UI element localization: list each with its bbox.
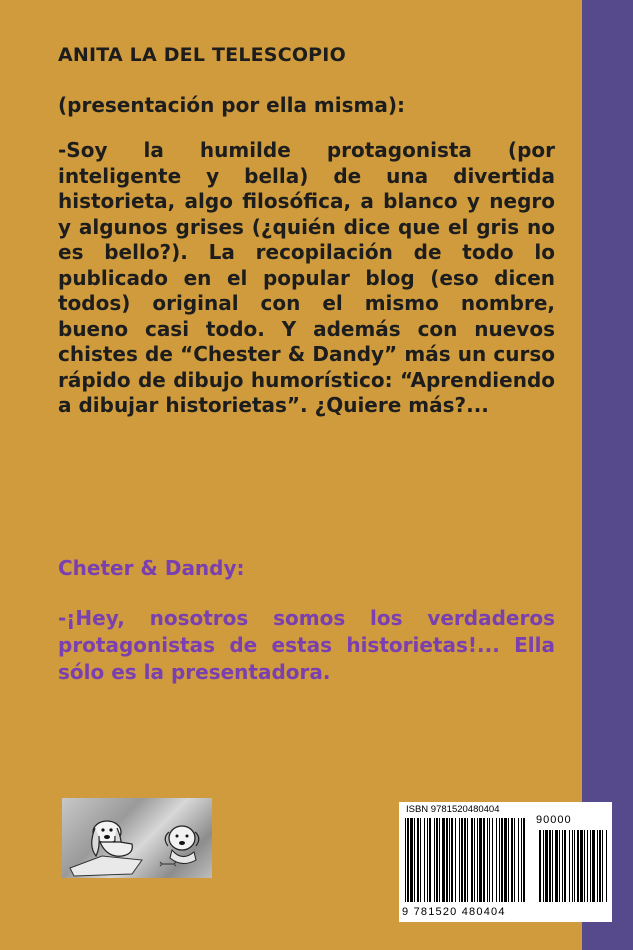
barcode-bar [467,818,468,902]
addon-bar [597,830,598,902]
subtitle: (presentación por ella misma): [58,93,405,117]
addon-bar [562,830,563,902]
addon-bar [599,830,601,902]
isbn-label: ISBN 9781520480404 [406,804,500,815]
barcode-bar [405,818,406,902]
addon-bar [572,830,573,902]
barcode-bar [420,818,421,902]
addon-bar [587,830,588,902]
addon-bar [580,830,583,902]
addon-bar [559,830,560,902]
addon-bar [606,830,607,902]
barcode-bar [492,818,493,902]
barcode-bar [442,818,445,902]
barcode-bar [511,818,513,902]
barcode-bar [477,818,478,902]
addon-bar [543,830,544,902]
addon-bar [552,830,553,902]
barcode-addon-number: 90000 [536,814,572,826]
barcode-bar [496,818,497,902]
barcode-bar [523,818,525,902]
addon-bar [539,830,541,902]
barcode-bar [474,818,475,902]
barcode-bar [471,818,473,902]
barcode-bars [399,816,612,908]
barcode-bar [424,818,425,902]
addon-bar [564,830,566,902]
barcode-bar [514,818,515,902]
barcode-bar [446,818,448,902]
cartoon-dogs-illustration [62,798,212,878]
addon-bar [577,830,579,902]
dogs-drawing [62,798,212,878]
barcode-bar [455,818,456,902]
barcode-bar [487,818,488,902]
barcode-bar [489,818,490,902]
addon-bar [592,830,595,902]
book-title: ANITA LA DEL TELESCOPIO [58,44,346,66]
barcode-bar [461,818,463,902]
addon-bar [590,830,591,902]
barcode-bar [499,818,500,902]
isbn-barcode [399,802,612,922]
addon-bar [584,830,585,902]
blurb-paragraph: -Soy la humilde protagonista (por inteligente y bella) de una divertida historieta, algo filosófica, a blanco y negro y algunos grises (¿quién dice que el gris no es bello?). La recopilación de todo lo publicado en el popular blog (eso dicen todos) original con el mismo nombre, bueno casi todo. Y además con nuevos chistes de “Chester & Dandy” más un curso rápido de dibujo humorístico: “Aprendiendo a dibujar historietas”. ¿Quiere más?... [58,138,555,417]
addon-bar [545,830,548,902]
barcode-bar [414,818,415,902]
addon-bar [549,830,551,902]
addon-bar [602,830,603,902]
barcode-bar [508,818,509,902]
barcode-bar [483,818,485,902]
barcode-bar [521,818,522,902]
barcode-bar [407,818,409,902]
barcode-bar [464,818,466,902]
ean-digits: 9 781520 480404 [402,906,506,918]
barcode-bar [501,818,503,902]
barcode-bar [436,818,438,902]
barcode-bar [439,818,440,902]
barcode-bar [434,818,435,902]
addon-bar [555,830,558,902]
barcode-bar [504,818,507,902]
barcode-bar [451,818,453,902]
barcode-bar [449,818,450,902]
barcode-bar [459,818,460,902]
barcode-bar [479,818,482,902]
barcode-bar [427,818,428,902]
barcode-bar [429,818,431,902]
barcode-bar [518,818,519,902]
addon-bar [574,830,575,902]
characters-quote: -¡Hey, nosotros somos los verdaderos protagonistas de estas historietas!... Ella sólo es la presentadora. [58,606,555,684]
barcode-bar [417,818,419,902]
addon-bar [569,830,570,902]
barcode-bar [410,818,413,902]
characters-heading: Cheter & Dandy: [58,556,245,580]
